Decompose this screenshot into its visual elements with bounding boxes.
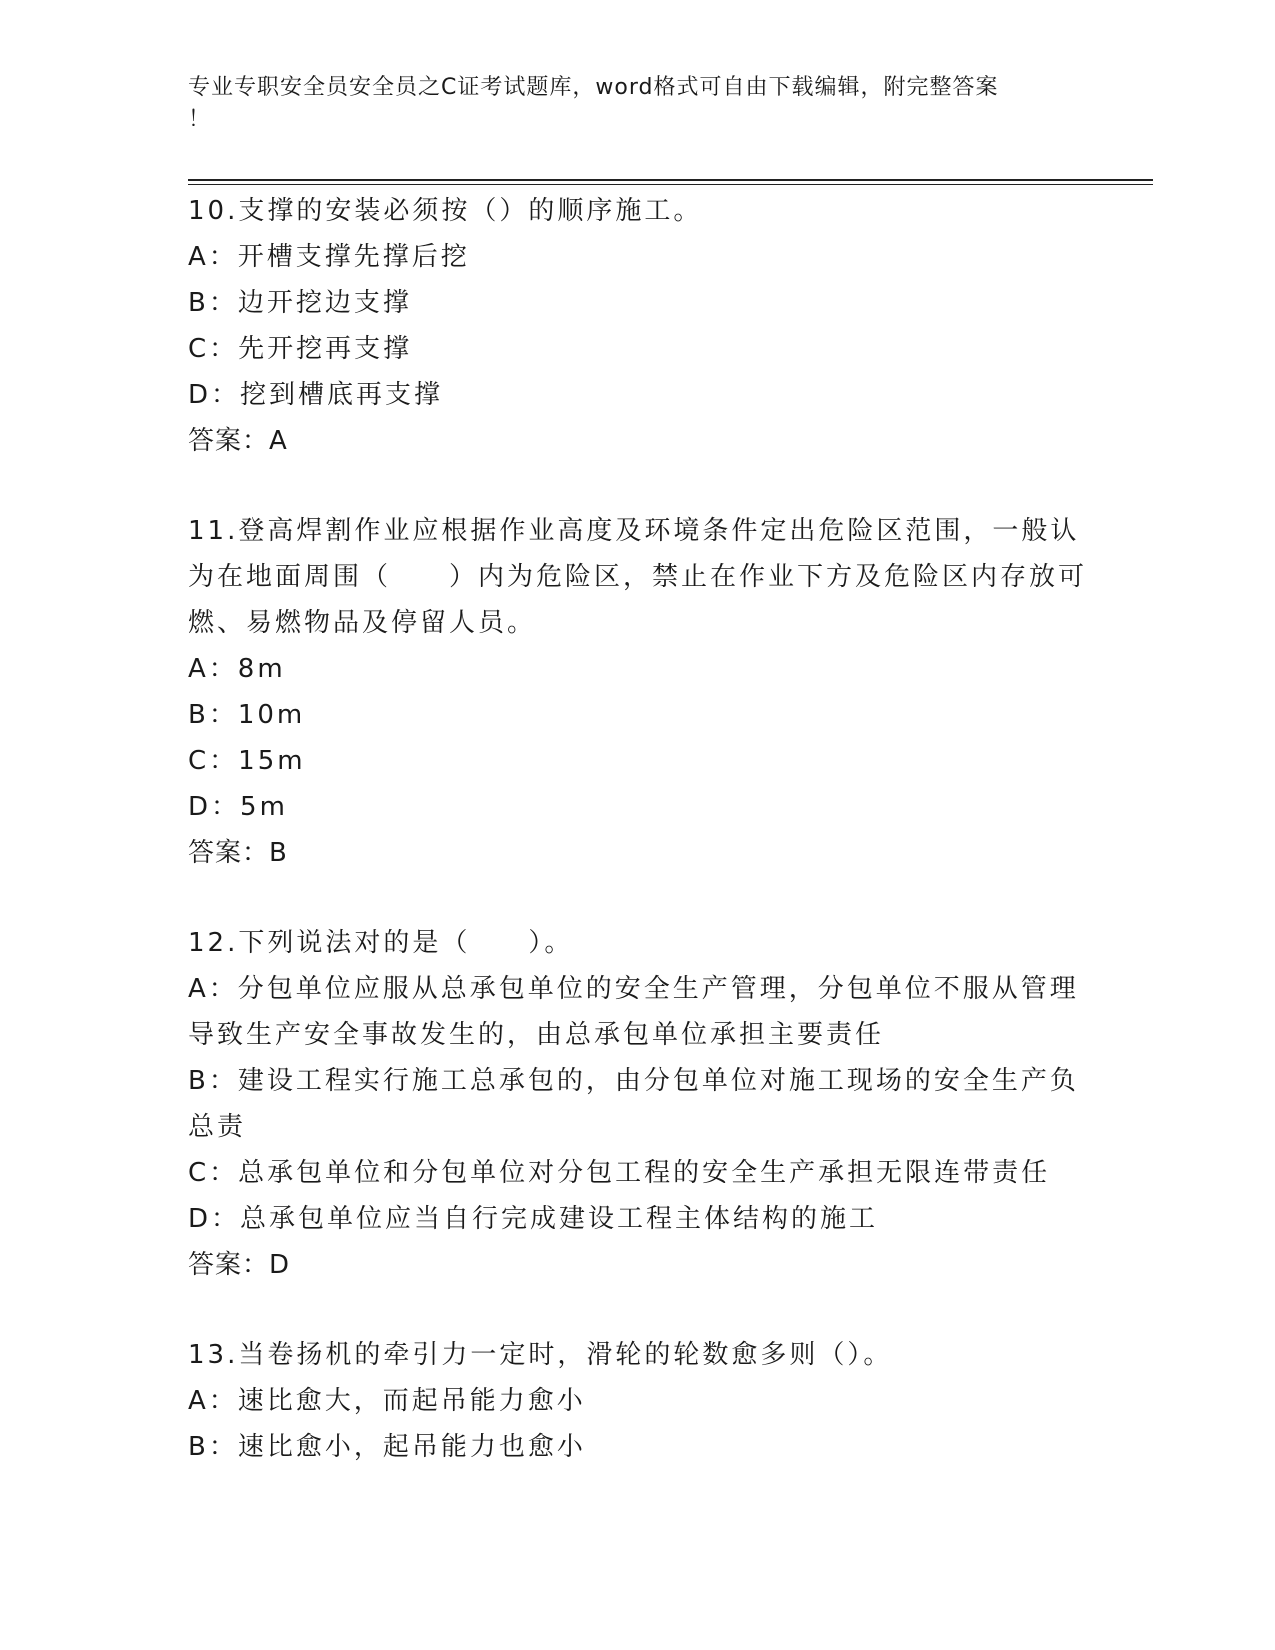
option-d: D：总承包单位应当自行完成建设工程主体结构的施工	[188, 1204, 879, 1234]
question-list	[188, 188, 1088, 1470]
option-a: A：8m	[188, 654, 286, 684]
option-d: D：5m	[188, 792, 288, 822]
option-a: A：分包单位应服从总承包单位的安全生产管理，分包单位不服从管理	[188, 974, 1079, 1004]
option-d: D：挖到槽底再支撑	[188, 380, 444, 410]
option-c: C：总承包单位和分包单位对分包工程的安全生产承担无限连带责任	[188, 1158, 1051, 1188]
question-text: 11.登高焊割作业应根据作业高度及环境条件定出危险区范围，一般认	[188, 516, 1080, 546]
header-title-line: 专业专职安全员安全员之C证考试题库，word格式可自由下载编辑，附完整答案	[188, 75, 999, 100]
question-13	[188, 1332, 1088, 1470]
question-10	[188, 188, 1088, 464]
header-rule-thin	[188, 184, 1153, 185]
option-a-continuation: 导致生产安全事故发生的，由总承包单位承担主要责任	[188, 1020, 885, 1050]
question-text: 为在地面周围（ ）内为危险区，禁止在作业下方及危险区内存放可	[188, 562, 1088, 592]
option-b: B：边开挖边支撑	[188, 288, 412, 318]
option-b: B：速比愈小，起吊能力也愈小	[188, 1432, 586, 1462]
question-spacer	[188, 876, 1088, 920]
option-c: C：先开挖再支撑	[188, 334, 413, 364]
option-b-continuation: 总责	[188, 1112, 247, 1142]
question-text: 13.当卷扬机的牵引力一定时，滑轮的轮数愈多则（）。	[188, 1340, 893, 1370]
question-text: 12.下列说法对的是（ ）。	[188, 928, 574, 958]
question-12	[188, 920, 1088, 1288]
option-a: A：开槽支撑先撑后挖	[188, 242, 470, 272]
answer-line: 答案：A	[188, 426, 288, 456]
header-rule-thick	[188, 179, 1153, 181]
header-title-continuation: ！	[188, 107, 212, 132]
question-text: 10.支撑的安装必须按（）的顺序施工。	[188, 196, 703, 226]
option-a: A：速比愈大，而起吊能力愈小	[188, 1386, 586, 1416]
answer-line: 答案：B	[188, 838, 288, 868]
question-text: 燃、易燃物品及停留人员。	[188, 608, 537, 638]
document-header	[188, 72, 1068, 136]
option-b: B：建设工程实行施工总承包的，由分包单位对施工现场的安全生产负	[188, 1066, 1079, 1096]
option-c: C：15m	[188, 746, 306, 776]
question-11	[188, 508, 1088, 876]
question-spacer	[188, 1288, 1088, 1332]
answer-line: 答案：D	[188, 1250, 291, 1280]
question-spacer	[188, 464, 1088, 508]
option-b: B：10m	[188, 700, 306, 730]
